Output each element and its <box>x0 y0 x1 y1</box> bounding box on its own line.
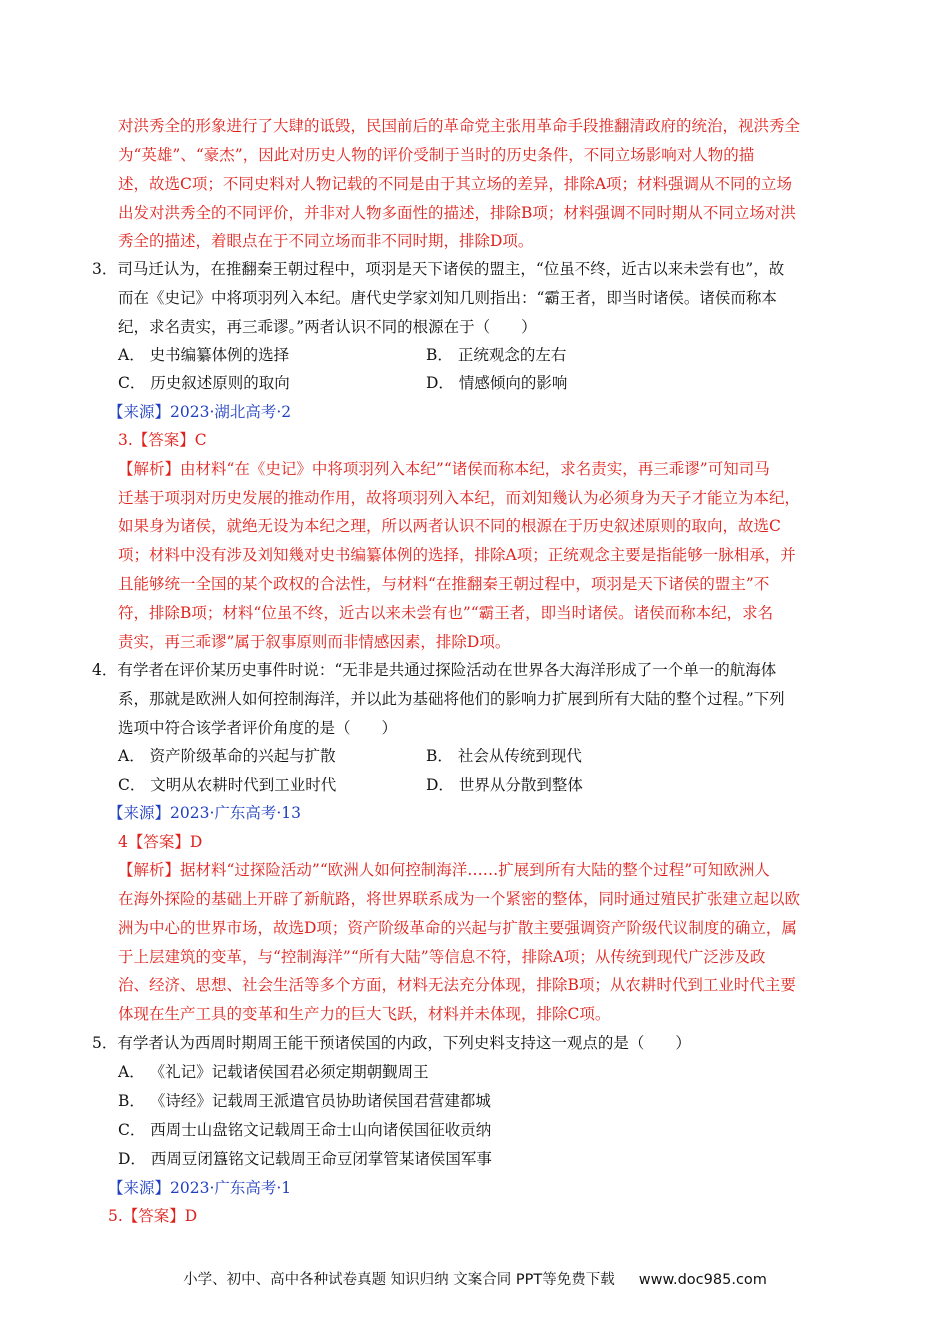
q3-analysis-line-4: 项；材料中没有涉及刘知幾对史书编纂体例的选择，排除A项；正统观念主要是指能够一脉相承，并 <box>118 546 796 564</box>
q3-option-c: C． 历史叙述原则的取向 <box>118 374 290 392</box>
q5-stem: 5．有学者认为西周时期周王能干预诸侯国的内政，下列史料支持这一观点的是（ ） <box>92 1034 691 1052</box>
q4-option-d: D． 世界从分散到整体 <box>426 776 583 794</box>
q3-analysis-line-1: 【解析】由材料“在《史记》中将项羽列入本纪”“诸侯而称本纪，求名责实，再三乖谬”可知司马 <box>118 460 770 478</box>
q3-stem-line-2: 而在《史记》中将项羽列入本纪。唐代史学家刘知几则指出：“霸王者，即当时诸侯。诸侯而称本 <box>118 289 777 307</box>
prev-analysis-line-1: 对洪秀全的形象进行了大肆的诋毁，民国前后的革命党主张用革命手段推翻清政府的统治，视洪秀全 <box>118 117 801 135</box>
q5-option-d: D． 西周豆闭簋铭文记载周王命豆闭掌管某诸侯国军事 <box>118 1150 492 1168</box>
q5-source: 【来源】2023·广东高考·1 <box>108 1179 292 1197</box>
q4-answer: 4【答案】D <box>118 833 203 851</box>
prev-analysis-line-3: 述，故选C项；不同史料对人物记载的不同是由于其立场的差异，排除A项；材料强调从不同的立场 <box>118 175 793 193</box>
q4-stem-line-3: 选项中符合该学者评价角度的是（ ） <box>118 719 398 737</box>
q4-analysis-line-4: 于上层建筑的变革，与“控制海洋”“所有大陆”等信息不符，排除A项；从传统到现代广泛涉及政 <box>118 948 766 966</box>
q3-stem-line-1: 3．司马迁认为，在推翻秦王朝过程中，项羽是天下诸侯的盟主，“位虽不终，近古以来未尝有也”，故 <box>92 260 785 278</box>
q4-source: 【来源】2023·广东高考·13 <box>108 804 302 822</box>
q3-option-d: D． 情感倾向的影响 <box>426 374 568 392</box>
q5-option-b: B． 《诗经》记载周王派遣官员协助诸侯国君营建都城 <box>118 1092 491 1110</box>
q3-stem-line-3: 纪，求名责实，再三乖谬。”两者认识不同的根源在于（ ） <box>118 318 537 336</box>
footer-text: 小学、初中、高中各种试卷真题 知识归纳 文案合同 PPT等免费下载 <box>183 1272 615 1288</box>
q3-analysis-line-5: 且能够统一全国的某个政权的合法性，与材料“在推翻秦王朝过程中，项羽是天下诸侯的盟主”不 <box>118 575 770 593</box>
q3-answer: 3.【答案】C <box>118 431 207 449</box>
prev-analysis-line-5: 秀全的描述，着眼点在于不同立场而非不同时期，排除D项。 <box>118 232 534 250</box>
q4-stem-line-1: 4．有学者在评价某历史事件时说：“无非是共通过探险活动在世界各大海洋形成了一个单一的航海体 <box>92 661 777 679</box>
prev-analysis-line-2: 为“英雄”、“豪杰”，因此对历史人物的评价受制于当时的历史条件，不同立场影响对人物的描 <box>118 146 755 164</box>
q3-analysis-line-6: 符，排除B项；材料“位虽不终，近古以来未尝有也”“霸王者，即当时诸侯。诸侯而称本纪，求名 <box>118 604 774 622</box>
q4-option-b: B． 社会从传统到现代 <box>426 747 582 765</box>
q3-option-a: A． 史书编纂体例的选择 <box>118 346 290 364</box>
q5-answer: 5.【答案】D <box>108 1207 198 1225</box>
page-footer <box>0 1268 950 1289</box>
q4-analysis-line-6: 体现在生产工具的变革和生产力的巨大飞跃，材料并未体现，排除C项。 <box>118 1005 611 1023</box>
q5-option-a: A． 《礼记》记载诸侯国君必须定期朝觐周王 <box>118 1063 429 1081</box>
q4-analysis-line-3: 洲为中心的世界市场，故选D项；资产阶级革命的兴起与扩散主要强调资产阶级代议制度的确立，属 <box>118 919 797 937</box>
q4-option-c: C． 文明从农耕时代到工业时代 <box>118 776 337 794</box>
footer-url-link[interactable]: www.doc985.com <box>638 1272 767 1288</box>
q3-analysis-line-2: 迁基于项羽对历史发展的推动作用，故将项羽列入本纪，而刘知幾认为必须身为天子才能立为本纪， <box>118 489 801 507</box>
q4-analysis-line-2: 在海外探险的基础上开辟了新航路，将世界联系成为一个紧密的整体，同时通过殖民扩张建立起以欧 <box>118 890 801 908</box>
q5-option-c: C． 西周士山盘铭文记载周王命士山向诸侯国征收贡纳 <box>118 1121 492 1139</box>
q4-stem-line-2: 系，那就是欧洲人如何控制海洋，并以此为基础将他们的影响力扩展到所有大陆的整个过程。”下列 <box>118 690 785 708</box>
q4-analysis-line-5: 治、经济、思想、社会生活等多个方面，材料无法充分体现，排除B项；从农耕时代到工业时代主要 <box>118 976 796 994</box>
q3-analysis-line-7: 责实，再三乖谬”属于叙事原则而非情感因素，排除D项。 <box>118 633 511 651</box>
prev-analysis-line-4: 出发对洪秀全的不同评价，并非对人物多面性的描述，排除B项；材料强调不同时期从不同立场对洪 <box>118 204 796 222</box>
q4-option-a: A． 资产阶级革命的兴起与扩散 <box>118 747 336 765</box>
q4-analysis-line-1: 【解析】据材料“过探险活动”“欧洲人如何控制海洋……扩展到所有大陆的整个过程”可知欧洲人 <box>118 861 770 879</box>
q3-analysis-line-3: 如果身为诸侯，就绝无设为本纪之理，所以两者认识不同的根源在于历史叙述原则的取向，故选C <box>118 517 781 535</box>
q3-source: 【来源】2023·湖北高考·2 <box>108 403 292 421</box>
q3-option-b: B． 正统观念的左右 <box>426 346 567 364</box>
